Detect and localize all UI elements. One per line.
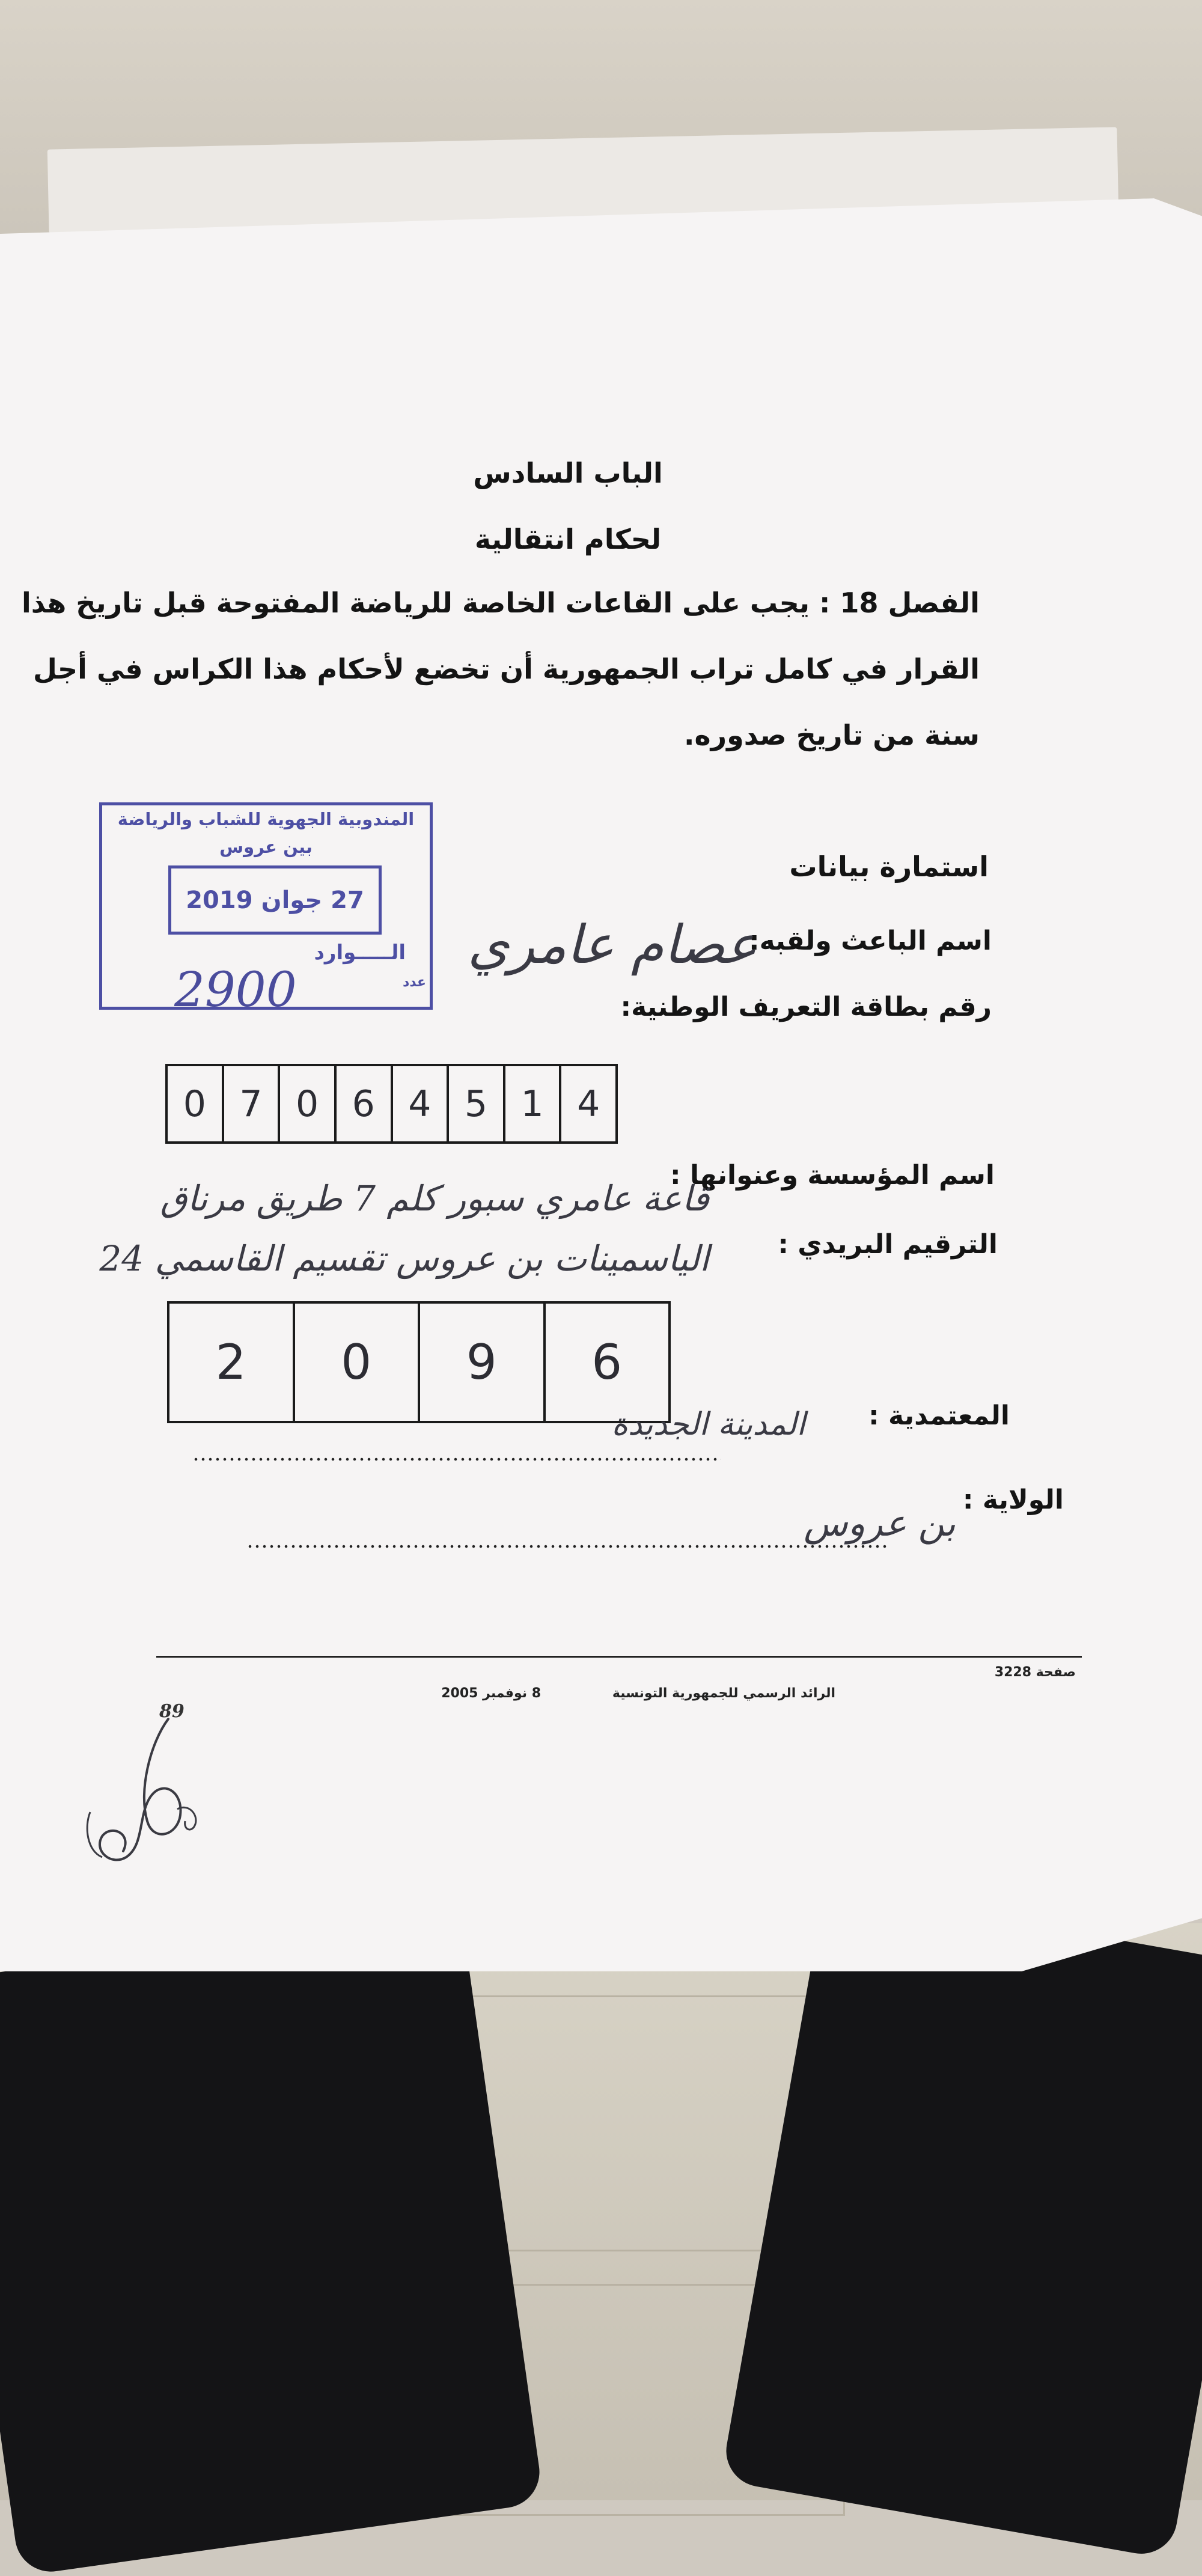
digit-cell: 0 (295, 1304, 421, 1421)
organization-value-line-2: الياسمينات بن عروس تقسيم القاسمي 24 (99, 1238, 709, 1279)
stamp-incoming: الـــــوارد (314, 941, 406, 965)
footer-date: 8 نوفمبر 2005 (441, 1686, 541, 1701)
chapter-line-3: سنة من تاريخ صدوره. (683, 719, 980, 751)
digit-cell: 7 (224, 1066, 281, 1141)
footer-rule (156, 1656, 1082, 1658)
section-heading: الباب السادس (473, 457, 663, 489)
organization-value-line-1: قاعة عامري سبور كلم 7 طريق مرناق (160, 1178, 709, 1219)
digit-cell: 4 (393, 1066, 450, 1141)
delegation-value: المدينة الجديدة (611, 1406, 805, 1442)
postal-code-boxes (167, 1301, 671, 1423)
digit-cell: 0 (168, 1066, 224, 1141)
delegation-label: المعتمدية : (868, 1400, 1010, 1431)
digit-cell: 5 (449, 1066, 505, 1141)
governorate-value: بن عروس (804, 1503, 956, 1545)
footer-journal-name: الرائد الرسمي للجمهورية التونسية (612, 1686, 835, 1701)
digit-cell: 6 (337, 1066, 393, 1141)
signature-icon (78, 1707, 234, 1875)
name-value: عصام عامري (468, 914, 757, 975)
governorate-dotted-line (246, 1545, 889, 1548)
stamp-number-label: عدد (402, 975, 426, 990)
digit-cell: 4 (577, 1082, 600, 1125)
organization-label: اسم المؤسسة وعنوانها : (670, 1160, 995, 1191)
digit-cell: 0 (280, 1066, 337, 1141)
handwritten-page-number: 89 (159, 1701, 185, 1722)
digit-cell: 6 (591, 1334, 623, 1390)
stamp-date: 27 جوان 2019 (168, 865, 382, 935)
digit-cell: 1 (505, 1066, 562, 1141)
floor-tile (457, 1995, 821, 2251)
postal-code-label: الترقيم البريدي : (778, 1229, 998, 1260)
footer-page-number: صفحة 3228 (994, 1665, 1076, 1680)
digit-cell: 2 (169, 1304, 295, 1421)
stamp-city: بين عروس (219, 837, 313, 857)
delegation-dotted-line (192, 1457, 721, 1461)
section-title: لحكام انتقالية (474, 523, 662, 555)
digit-cell: 9 (420, 1304, 546, 1421)
chapter-line-2: القرار في كامل تراب الجمهورية أن تخضع لأحكام هذا الكراس في أجل (32, 653, 980, 685)
governorate-label: الولاية : (962, 1485, 1064, 1515)
national-id-boxes (165, 1064, 618, 1144)
stamp-number-handwritten: 2900 (174, 962, 297, 1018)
left-leg (0, 1908, 544, 2576)
national-id-label: رقم بطاقة التعريف الوطنية: (620, 992, 992, 1022)
form-title: استمارة بيانات (789, 850, 989, 883)
stamp-office-name: المندوبية الجهوية للشباب والرياضة (117, 809, 415, 829)
chapter-line-1: الفصل 18 : يجب على القاعات الخاصة للرياضة المفتوحة قبل تاريخ هذا (22, 587, 980, 619)
name-label: اسم الباعث ولقبه: (749, 926, 992, 956)
